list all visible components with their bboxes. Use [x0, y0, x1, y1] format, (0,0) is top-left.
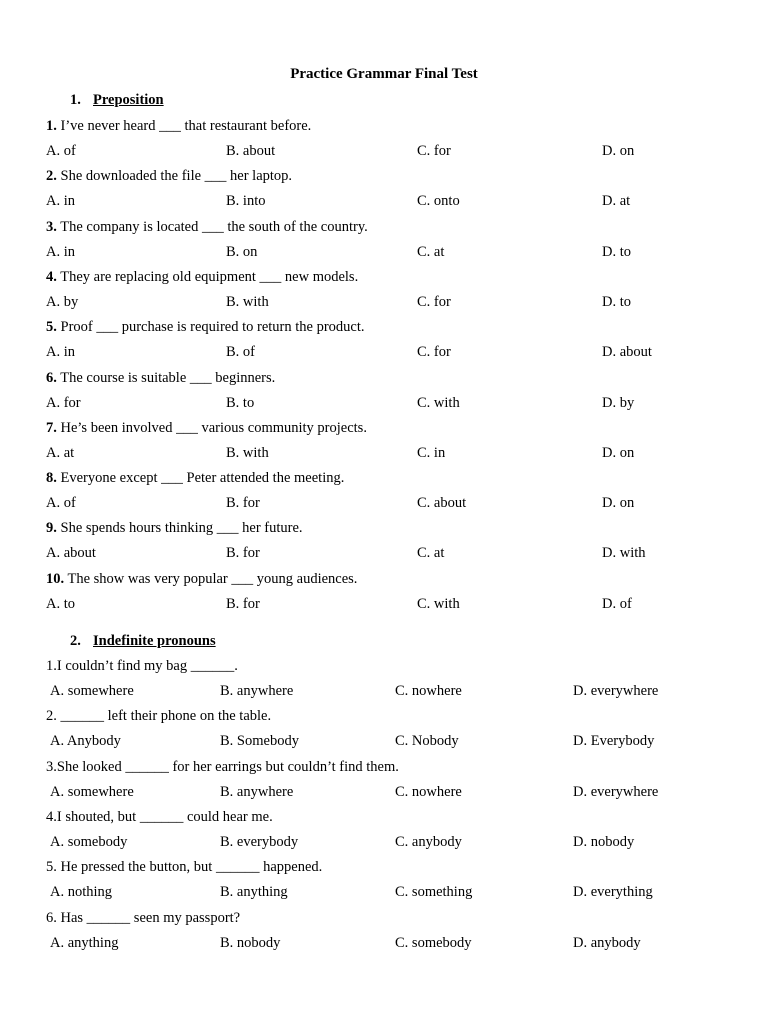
- answer-option[interactable]: B. to: [226, 394, 255, 411]
- answer-option[interactable]: A. in: [46, 193, 75, 210]
- section-name: Indefinite pronouns: [93, 633, 216, 649]
- answer-options: [0, 784, 768, 804]
- answer-option[interactable]: B. nobody: [220, 934, 281, 951]
- page-title: Practice Grammar Final Test: [290, 66, 478, 82]
- answer-option[interactable]: C. at: [417, 243, 445, 260]
- question-text: 4.I shouted, but ______ could hear me.: [46, 808, 273, 825]
- answer-option[interactable]: A. Anybody: [50, 733, 121, 750]
- question-text: I’ve never heard ___ that restaurant before.: [56, 118, 312, 134]
- answer-option[interactable]: B. anything: [220, 884, 288, 901]
- question: [46, 269, 358, 286]
- answer-option[interactable]: B. about: [226, 143, 276, 159]
- question: [46, 910, 240, 927]
- answer-options: [0, 596, 768, 616]
- answer-options: [0, 244, 768, 264]
- answer-option[interactable]: A. in: [46, 243, 75, 260]
- answer-option[interactable]: A. nothing: [50, 884, 113, 901]
- question-number: 10.: [46, 570, 65, 587]
- question-text: 5. He pressed the button, but ______ happened.: [46, 859, 323, 876]
- answer-option[interactable]: A. somewhere: [50, 683, 134, 699]
- question-text: She downloaded the file ___ her laptop.: [56, 168, 293, 185]
- answer-option[interactable]: C. at: [417, 545, 445, 562]
- question-number: 4.: [46, 268, 57, 285]
- answer-option[interactable]: D. on: [602, 495, 635, 512]
- question: [46, 168, 292, 185]
- answer-options: [0, 143, 768, 163]
- answer-option[interactable]: B. for: [226, 495, 260, 512]
- answer-option[interactable]: D. by: [602, 394, 635, 411]
- answer-options: [0, 344, 768, 364]
- question-text: They are replacing old equipment ___ new models.: [56, 268, 359, 285]
- question-text: She spends hours thinking ___ her future.: [56, 520, 303, 537]
- answer-option[interactable]: A. of: [46, 495, 76, 512]
- question-text: Proof ___ purchase is required to return the product.: [56, 319, 365, 336]
- question: [46, 370, 275, 387]
- question: [46, 708, 271, 725]
- answer-options: [0, 545, 768, 565]
- question-text: Everyone except ___ Peter attended the meeting.: [56, 470, 345, 487]
- question-number: 3.: [46, 218, 57, 235]
- answer-option[interactable]: A. to: [46, 595, 75, 612]
- question-text: 6. Has ______ seen my passport?: [46, 909, 241, 926]
- answer-option[interactable]: C. something: [395, 884, 473, 901]
- answer-option[interactable]: B. for: [226, 595, 260, 612]
- question-number: 6.: [46, 369, 57, 386]
- answer-option[interactable]: A. about: [46, 545, 96, 562]
- question: [46, 859, 322, 876]
- section-number: 2.: [70, 633, 81, 649]
- question-text: The show was very popular ___ young audiences.: [64, 570, 358, 587]
- answer-option[interactable]: B. anywhere: [220, 783, 294, 800]
- section-name: Preposition: [93, 92, 164, 108]
- answer-option[interactable]: D. Everybody: [573, 733, 655, 750]
- answer-option[interactable]: B. on: [226, 243, 258, 260]
- answer-option[interactable]: A. by: [46, 293, 79, 310]
- answer-options: [0, 834, 768, 854]
- question: [46, 809, 273, 826]
- answer-option[interactable]: C. anybody: [395, 833, 462, 850]
- answer-option[interactable]: B. for: [226, 545, 260, 562]
- question: [46, 520, 303, 537]
- answer-option[interactable]: D. anybody: [573, 934, 641, 951]
- answer-options: [0, 495, 768, 515]
- question: [46, 470, 344, 487]
- answer-option[interactable]: D. at: [602, 193, 631, 210]
- answer-option[interactable]: D. to: [602, 293, 631, 310]
- answer-option[interactable]: A. in: [46, 344, 75, 361]
- question-text: The course is suitable ___ beginners.: [56, 369, 276, 386]
- question-number: 9.: [46, 520, 57, 537]
- answer-options: [0, 395, 768, 415]
- answer-option[interactable]: A. at: [46, 444, 75, 461]
- answer-option[interactable]: A. somewhere: [50, 783, 134, 800]
- answer-option[interactable]: B. everybody: [220, 833, 299, 850]
- answer-option[interactable]: D. about: [602, 344, 652, 361]
- question: [46, 658, 238, 675]
- answer-options: [0, 935, 768, 955]
- answer-option[interactable]: D. everywhere: [573, 783, 659, 800]
- answer-option[interactable]: C. for: [417, 344, 451, 361]
- answer-option[interactable]: D. with: [602, 545, 646, 562]
- question-text: He’s been involved ___ various community projects.: [56, 419, 367, 436]
- answer-options: [0, 683, 768, 703]
- question: [46, 420, 367, 437]
- section-heading: [70, 633, 216, 650]
- answer-option[interactable]: D. on: [602, 143, 635, 159]
- answer-options: [0, 733, 768, 753]
- answer-option[interactable]: D. nobody: [573, 833, 635, 850]
- answer-option[interactable]: D. everything: [573, 884, 653, 901]
- answer-option[interactable]: B. Somebody: [220, 733, 299, 750]
- answer-option[interactable]: D. on: [602, 444, 635, 461]
- question: [46, 319, 365, 336]
- answer-options: [0, 294, 768, 314]
- answer-option[interactable]: C. onto: [417, 193, 460, 210]
- question-text: The company is located ___ the south of the country.: [56, 218, 368, 235]
- answer-option[interactable]: C. for: [417, 293, 451, 310]
- question-number: 5.: [46, 319, 57, 336]
- answer-option[interactable]: C. for: [417, 143, 451, 159]
- question-text: 3.She looked ______ for her earrings but couldn’t find them.: [46, 758, 399, 775]
- question: [46, 571, 357, 588]
- section-number: 1.: [70, 92, 81, 108]
- answer-option[interactable]: A. somebody: [50, 833, 128, 850]
- question-text: 1.I couldn’t find my bag ______.: [46, 658, 238, 674]
- answer-option[interactable]: C. with: [417, 394, 460, 411]
- answer-option[interactable]: B. anywhere: [220, 683, 294, 699]
- question: [46, 219, 368, 236]
- answer-option[interactable]: A. for: [46, 394, 81, 411]
- answer-options: [0, 193, 768, 213]
- answer-option[interactable]: C. with: [417, 595, 460, 612]
- answer-option[interactable]: A. anything: [50, 934, 119, 951]
- question: [46, 759, 399, 776]
- answer-option[interactable]: B. into: [226, 193, 266, 210]
- question-text: 2. ______ left their phone on the table.: [46, 708, 272, 725]
- answer-option[interactable]: D. to: [602, 243, 631, 260]
- answer-option[interactable]: D. everywhere: [573, 683, 659, 699]
- answer-option[interactable]: B. with: [226, 293, 269, 310]
- answer-option[interactable]: C. somebody: [395, 934, 472, 951]
- question-number: 1.: [46, 118, 57, 134]
- question-number: 2.: [46, 168, 57, 185]
- answer-option[interactable]: A. of: [46, 143, 76, 159]
- section-heading: [70, 92, 164, 109]
- answer-option[interactable]: D. of: [602, 595, 632, 612]
- question: [46, 118, 311, 135]
- answer-option[interactable]: C. in: [417, 444, 446, 461]
- answer-option[interactable]: C. about: [417, 495, 467, 512]
- answer-options: [0, 884, 768, 904]
- answer-option[interactable]: B. with: [226, 444, 269, 461]
- answer-option[interactable]: C. nowhere: [395, 783, 462, 800]
- answer-options: [0, 445, 768, 465]
- answer-option[interactable]: C. Nobody: [395, 733, 459, 750]
- answer-option[interactable]: B. of: [226, 344, 255, 361]
- answer-option[interactable]: C. nowhere: [395, 683, 462, 699]
- question-number: 7.: [46, 419, 57, 436]
- question-number: 8.: [46, 470, 57, 487]
